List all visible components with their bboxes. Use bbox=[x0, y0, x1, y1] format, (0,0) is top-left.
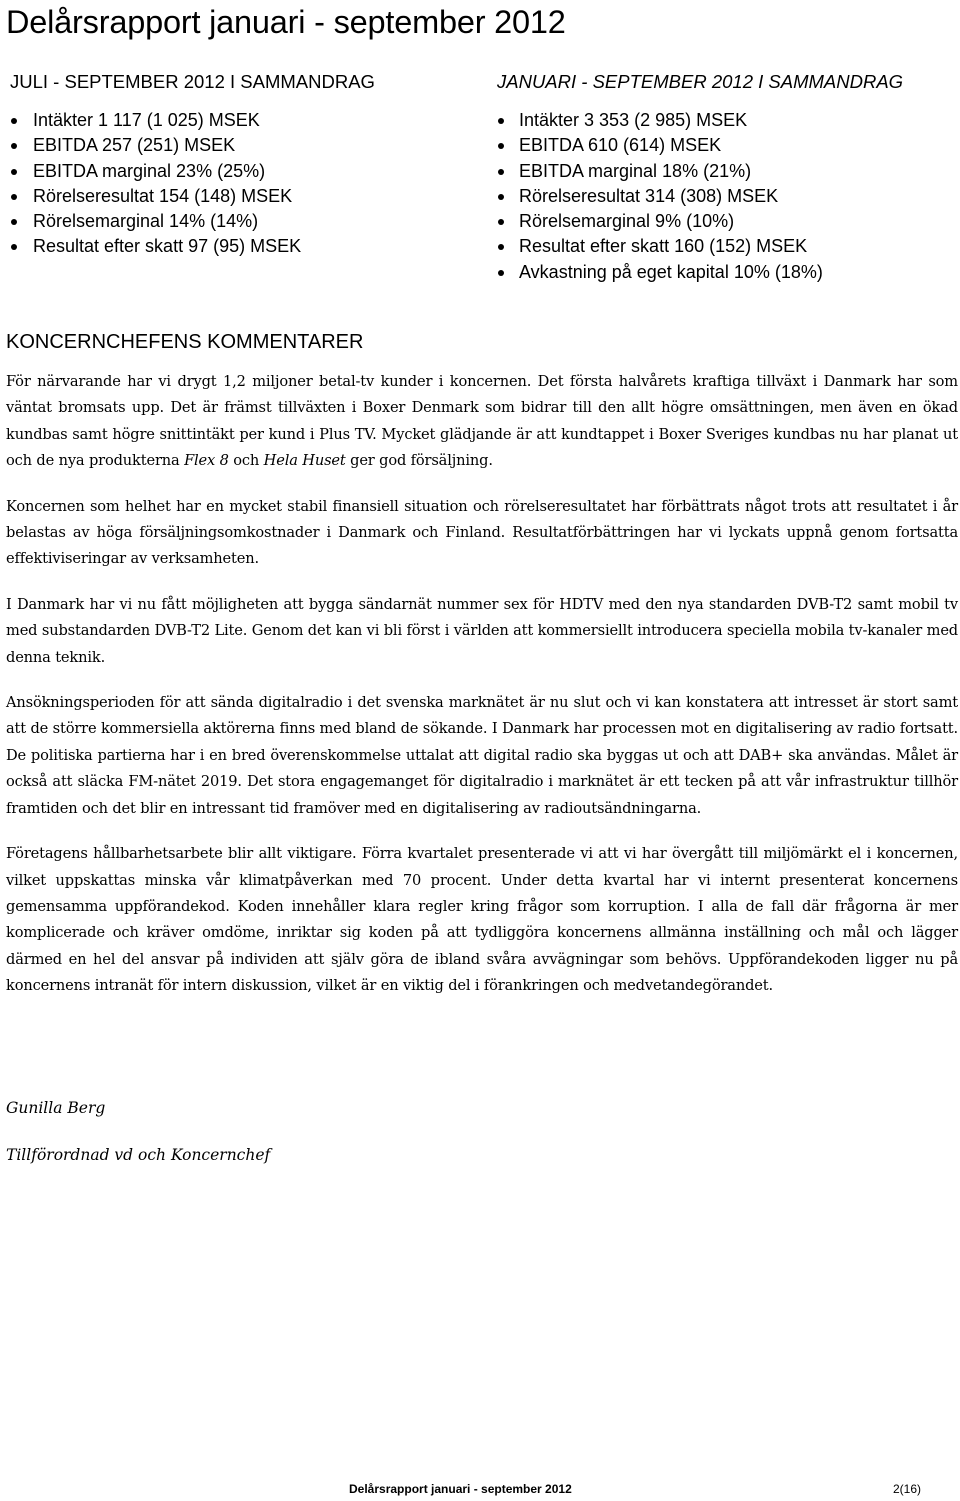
list-item-text: EBITDA 257 (251) MSEK bbox=[33, 135, 236, 156]
paragraph-text: För närvarande har vi drygt 1,2 miljoner betal-tv kunder i koncernen. Det första halvårets kraftiga tillväxt i Danmark har som väntat bromsats upp. Det är främst tillväxten i Boxer Denmark som bidrar till den allt högre omsättningen, men även en ökad kundbas samt högre snittintäkt per kund i Plus TV. Mycket glädjande är att kundtappet i Boxer Sveriges kundbas nu har planat ut och de nya produkterna bbox=[6, 373, 958, 470]
summary-ytd bbox=[497, 70, 957, 285]
summary-ytd-heading: JANUARI - SEPTEMBER 2012 I SAMMANDRAG bbox=[497, 71, 904, 92]
list-item-text: Resultat efter skatt 97 (95) MSEK bbox=[33, 236, 302, 257]
paragraph: Koncernen som helhet har en mycket stabil finansiell situation och rörelseresultatet har förbättrats något trots att resultatet i år belastas av höga försäljningsomkostnader i Danmark och Finland. Resultatförbättringen har vi lyckats uppnå genom fortsatta effektiviseringar av verksamheten. bbox=[6, 497, 958, 568]
summary-q3-heading: JULI - SEPTEMBER 2012 I SAMMANDRAG bbox=[10, 71, 375, 92]
list-item-text: EBITDA 610 (614) MSEK bbox=[519, 135, 722, 156]
list-item bbox=[497, 133, 957, 158]
list-item-text: Rörelseresultat 154 (148) MSEK bbox=[33, 185, 293, 206]
paragraph: Ansökningsperioden för att sända digitalradio i det svenska marknätet är nu slut och vi kan konstatera att intresset är stort samt att de större kommersiella aktörerna finns med bland de sökande. I Danmark har processen mot en digitalisering av radio fortsatt. De politiska partierna har i en bred överenskommelse uttalat att digital radio ska byggas ut och att DAB+ ska användas. Målet är också att släcka FM-nätet 2019. Det stora engagemanget för digitalradio i marknätet är ett tecken på att vår infrastruktur tillhör framtiden och det blir en intressant tid framöver med en digitalisering av radioutsändningarna. bbox=[6, 694, 958, 817]
paragraph: I Danmark har vi nu fått möjligheten att bygga sändarnät nummer sex för HDTV med den nya standarden DVB-T2 samt mobil tv med substandarden DVB-T2 Lite. Genom det kan vi bli först i världen att kommersiellt introducera speciella mobila tv-kanaler med denna teknik. bbox=[6, 595, 958, 666]
list-item bbox=[497, 108, 957, 133]
list-item bbox=[497, 260, 957, 285]
list-item bbox=[10, 159, 450, 184]
page-title: Delårsrapport januari - september 2012 bbox=[6, 4, 566, 40]
summary-q3 bbox=[10, 70, 450, 260]
list-item bbox=[10, 234, 450, 259]
paragraph: Företagens hållbarhetsarbete blir allt viktigare. Förra kvartalet presenterade vi att vi har övergått till miljömärkt el i koncernen, vilket uppskattas minska vår klimatpåverkan med 70 procent. Under detta kvartal har vi internt presenterat koncernens gemensamma uppförandekod. Koden innehåller klara regler kring frågor som korruption. I alla de fall där frågorna är mer komplicerade och kräver omdöme, inriktar sig koden på att tydliggöra koncernens allmänna inställning och mål och lägger därmed en hel del ansvar på individen att själv göra de ibland svåra avvägningar som behövs. Uppförandekoden ligger nu på koncernens intranät för intern diskussion, vilket är en viktig del i förankringen och medvetandegörandet. bbox=[6, 845, 958, 995]
summary-ytd-list bbox=[497, 108, 957, 285]
list-item-text: Resultat efter skatt 160 (152) MSEK bbox=[519, 236, 808, 257]
bullet-icon bbox=[498, 169, 504, 175]
list-item bbox=[10, 133, 450, 158]
list-item bbox=[497, 209, 957, 234]
bullet-icon bbox=[498, 118, 504, 124]
bullet-icon bbox=[498, 270, 504, 276]
list-item-text: Rörelsemarginal 14% (14%) bbox=[33, 211, 259, 232]
product-name: Hela Huset bbox=[263, 452, 346, 470]
bullet-icon bbox=[11, 118, 17, 124]
list-item-text: Rörelseresultat 314 (308) MSEK bbox=[519, 185, 779, 206]
ceo-comments-body bbox=[6, 369, 958, 1019]
paragraph-text: och bbox=[228, 452, 264, 470]
bullet-icon bbox=[498, 143, 504, 149]
list-item-text: EBITDA marginal 18% (21%) bbox=[519, 160, 752, 181]
list-item bbox=[497, 159, 957, 184]
signature-role: Tillförordnad vd och Koncernchef bbox=[6, 1146, 271, 1164]
page-number: 2(16) bbox=[893, 1482, 922, 1496]
list-item bbox=[10, 184, 450, 209]
paragraph-text: ger god försäljning. bbox=[345, 452, 493, 470]
signature-name: Gunilla Berg bbox=[6, 1099, 106, 1117]
bullet-icon bbox=[498, 219, 504, 225]
bullet-icon bbox=[498, 244, 504, 250]
summary-q3-list bbox=[10, 108, 450, 260]
bullet-icon bbox=[11, 244, 17, 250]
bullet-icon bbox=[11, 219, 17, 225]
list-item-text: Intäkter 3 353 (2 985) MSEK bbox=[519, 110, 748, 130]
bullet-icon bbox=[11, 143, 17, 149]
footer-title: Delårsrapport januari - september 2012 bbox=[349, 1482, 572, 1496]
list-item-text: Rörelsemarginal 9% (10%) bbox=[519, 211, 735, 232]
bullet-icon bbox=[498, 194, 504, 200]
bullet-icon bbox=[11, 169, 17, 175]
section-heading-ceo-comments: KONCERNCHEFENS KOMMENTARER bbox=[6, 331, 364, 353]
list-item bbox=[497, 234, 957, 259]
paragraph bbox=[6, 369, 958, 475]
list-item bbox=[10, 209, 450, 234]
list-item-text: Intäkter 1 117 (1 025) MSEK bbox=[33, 110, 260, 130]
list-item bbox=[497, 184, 957, 209]
list-item bbox=[10, 108, 450, 133]
bullet-icon bbox=[11, 194, 17, 200]
list-item-text: Avkastning på eget kapital 10% (18%) bbox=[519, 261, 823, 282]
product-name: Flex 8 bbox=[184, 452, 229, 470]
list-item-text: EBITDA marginal 23% (25%) bbox=[33, 160, 266, 181]
